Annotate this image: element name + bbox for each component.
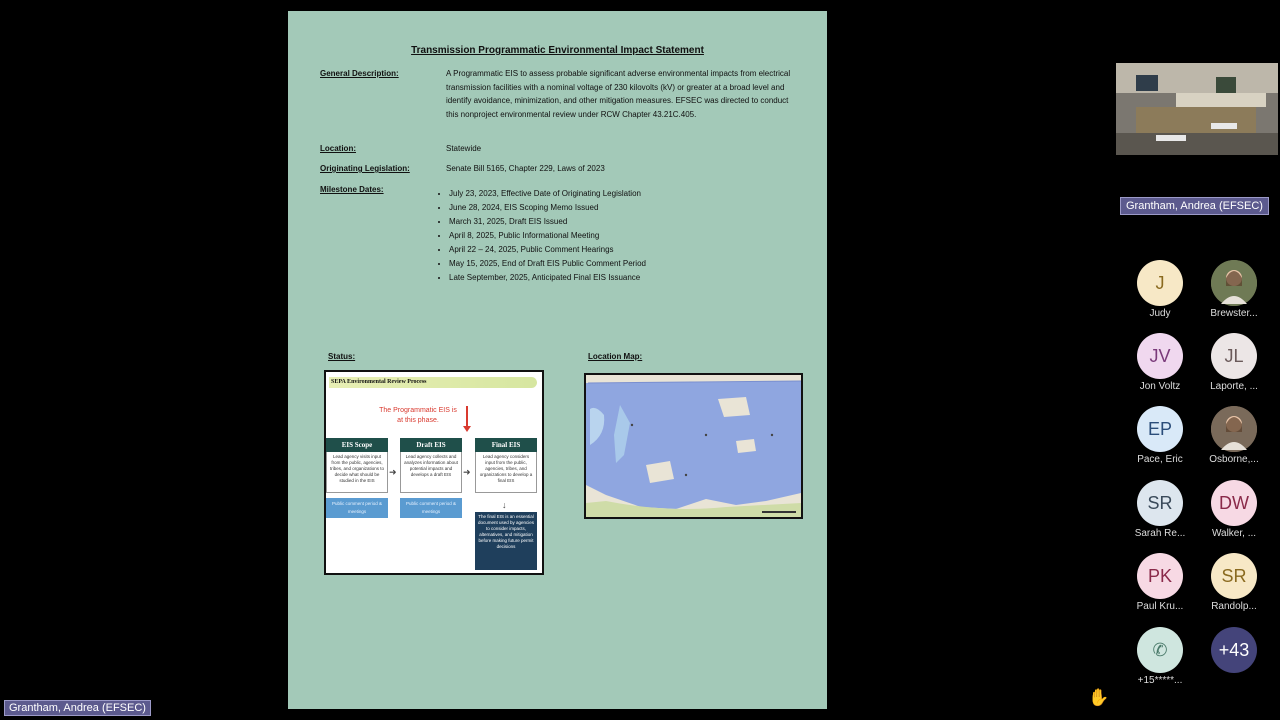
general-description-text: A Programmatic EIS to assess probable significant adverse environmental impacts from electrical transmission facilities with a nominal voltage of 230 kilovolts (kV) or greater at a broad level and identify avoidance, minimization, and other mitigation measures. EFSEC was directed to conduct this nonproject environmental review under RCW Chapter 43.21C.405. (446, 69, 791, 119)
room-video-thumbnail[interactable] (1116, 63, 1278, 155)
legislation-label: Originating Legislation: (320, 164, 410, 173)
milestone-item: • April 8, 2025, Public Informational Meeting (449, 229, 646, 243)
shared-document (288, 11, 827, 709)
milestones-list (433, 187, 646, 285)
participant-name: Brewster... (1210, 308, 1258, 319)
participant-avatar: EP (1137, 406, 1183, 452)
milestone-item: • May 15, 2025, End of Draft EIS Public Comment Period (449, 257, 646, 271)
stage-draft-eis (400, 438, 462, 518)
participant-avatar: JL (1211, 333, 1257, 379)
location-map-label: Location Map: (588, 352, 643, 361)
participant-tile[interactable] (1194, 627, 1274, 675)
stage-comment: Public comment period & meetings (326, 498, 388, 518)
participant-tile[interactable] (1120, 480, 1200, 539)
participant-name: Jon Voltz (1139, 381, 1181, 392)
stage-body: Lead agency collects and analyzes information about potential impacts and develops a draft EIS (400, 452, 462, 493)
participant-name: Pace, Eric (1137, 454, 1183, 465)
speaker-name-tag: Grantham, Andrea (EFSEC) (1120, 197, 1269, 215)
milestone-item: • Late September, 2025, Anticipated Final EIS Issuance (449, 271, 646, 285)
legislation-value: Senate Bill 5165, Chapter 229, Laws of 2023 (446, 164, 605, 173)
stage-body: Lead agency visits input from the public, agencies, tribes, and organizations to decide what should be studied in the EIS (326, 452, 388, 493)
participant-avatar: PK (1137, 553, 1183, 599)
milestone-item: • July 23, 2023, Effective Date of Originating Legislation (449, 187, 646, 201)
milestone-item: • June 28, 2024, EIS Scoping Memo Issued (449, 201, 646, 215)
participant-tile[interactable] (1120, 406, 1200, 465)
stage-body: Lead agency considers input from the public, agencies, tribes, and organizations to develop a final EIS (475, 452, 537, 493)
participant-avatar: DW (1211, 480, 1257, 526)
participant-photo (1211, 406, 1257, 452)
participant-tile[interactable] (1194, 260, 1274, 319)
participant-tile[interactable] (1120, 260, 1200, 319)
participant-name: Sarah Re... (1134, 528, 1186, 539)
participant-tile[interactable] (1194, 480, 1274, 539)
status-label: Status: (328, 352, 356, 361)
participant-name: Randolp... (1211, 601, 1257, 612)
stage-final-eis (475, 438, 537, 493)
location-value: Statewide (446, 144, 482, 153)
participant-tile[interactable] (1120, 627, 1200, 686)
participant-photo (1211, 260, 1257, 306)
stage-title: Draft EIS (400, 438, 462, 452)
stage-title: Final EIS (475, 438, 537, 452)
milestone-item: • March 31, 2025, Draft EIS Issued (449, 215, 646, 229)
participant-avatar: +43 (1211, 627, 1257, 673)
participant-tile[interactable] (1194, 406, 1274, 465)
stage-eis-scope (326, 438, 388, 518)
participant-tile[interactable] (1194, 333, 1274, 392)
participant-tile[interactable] (1120, 553, 1200, 612)
participant-tile[interactable] (1120, 333, 1200, 392)
document-title: Transmission Programmatic Environmental Impact Statement (411, 45, 704, 56)
phase-arrow-head (463, 426, 471, 432)
arrow-right-icon: ➜ (463, 467, 471, 477)
arrow-right-icon: ➜ (389, 467, 397, 477)
general-description-label: General Description: (320, 69, 399, 78)
status-diagram (324, 370, 544, 575)
stage-title: EIS Scope (326, 438, 388, 452)
participant-tile[interactable] (1194, 553, 1274, 612)
self-name-tag: Grantham, Andrea (EFSEC) (4, 700, 151, 716)
location-label: Location: (320, 144, 356, 153)
raise-hand-icon[interactable]: ✋ (1088, 688, 1110, 707)
phase-note: The Programmatic EIS is at this phase. (379, 407, 457, 424)
location-map (584, 373, 803, 519)
meeting-room-image (1116, 63, 1278, 155)
phone-icon: ✆ (1137, 627, 1183, 673)
participant-name: Paul Kru... (1136, 601, 1184, 612)
final-eis-description: The final EIS is an essential document used by agencies to consider impacts, alternatives, and mitigation before making future permit decisions (475, 512, 537, 570)
participant-avatar: SR (1211, 553, 1257, 599)
participant-avatar: SR (1137, 480, 1183, 526)
diagram-header: SEPA Environmental Review Process (329, 377, 537, 388)
participant-name: Judy (1149, 308, 1171, 319)
participant-name: Walker, ... (1211, 528, 1257, 539)
arrow-down-icon: ↓ (502, 500, 507, 510)
phase-arrow-line (466, 406, 468, 428)
participant-name: Laporte, ... (1210, 381, 1258, 392)
participant-avatar: J (1137, 260, 1183, 306)
participant-name: +15*****... (1137, 675, 1183, 686)
milestones-label: Milestone Dates: (320, 185, 384, 194)
participant-avatar: JV (1137, 333, 1183, 379)
washington-map-image (586, 375, 801, 517)
participant-name: Osborne,... (1209, 454, 1259, 465)
stage-comment: Public comment period & meetings (400, 498, 462, 518)
milestone-item: • April 22 – 24, 2025, Public Comment Hearings (449, 243, 646, 257)
